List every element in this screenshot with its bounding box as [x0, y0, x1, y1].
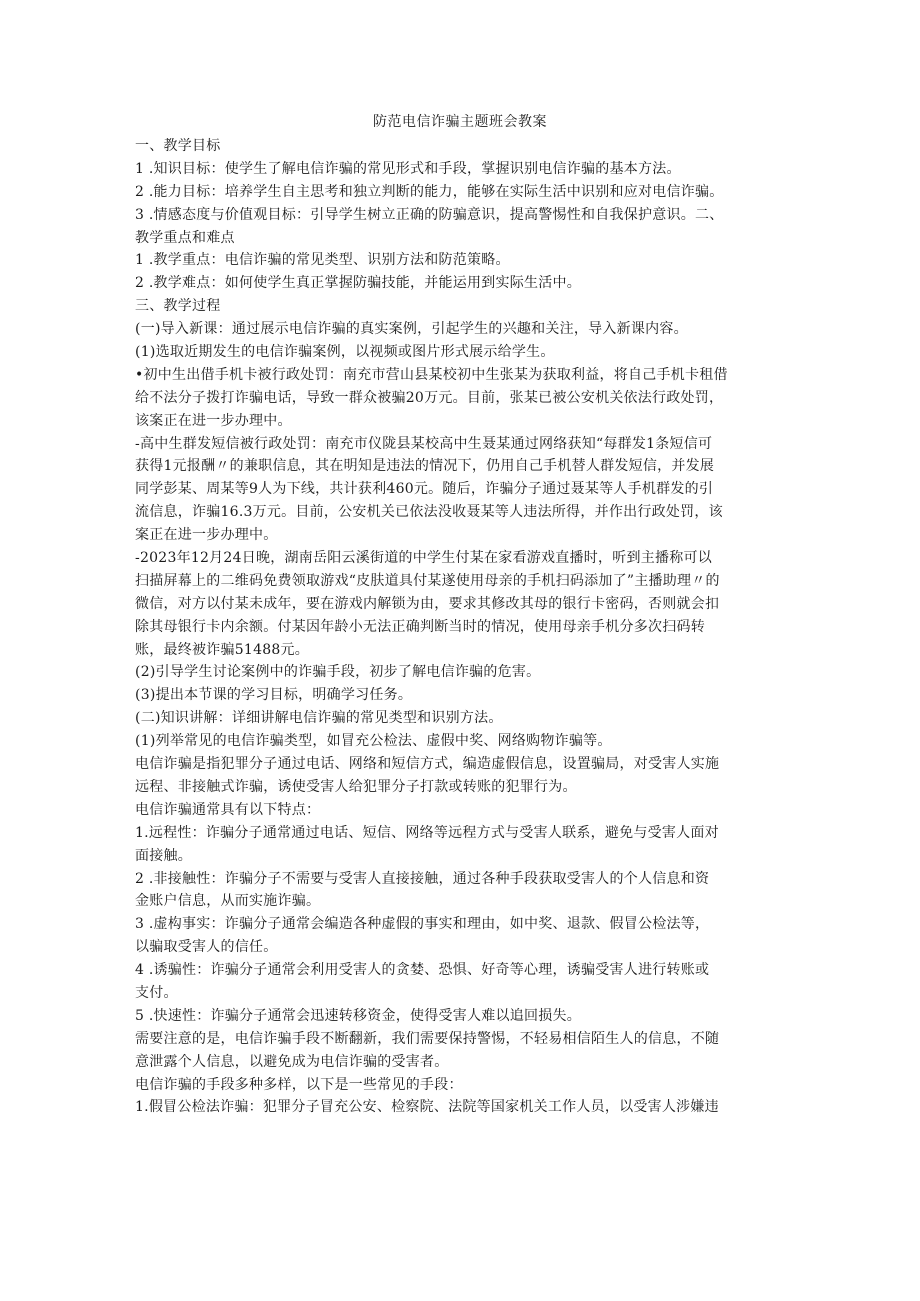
- text-line: 1.假冒公检法诈骗：犯罪分子冒充公安、检察院、法院等国家机关工作人员，以受害人涉嫌违: [135, 1099, 719, 1116]
- text-line: 给不法分子拨打诈骗电话，导致一群众被骗20万元。目前，张某已被公安机关依法行政处罚，: [135, 389, 724, 406]
- text-line: 案正在进一步办理中。: [135, 527, 278, 544]
- text-line: -2023年12月24日晚，湖南岳阳云溪街道的中学生付某在家看游戏直播时，听到主播称可以: [135, 550, 712, 567]
- text-line: 三、教学过程: [135, 298, 221, 315]
- text-line: (3)提出本节课的学习目标，明确学习任务。: [135, 687, 413, 704]
- text-line: (二)知识讲解：详细讲解电信诈骗的常见类型和识别方法。: [135, 710, 503, 727]
- text-line: 电信诈骗通常具有以下特点：: [135, 801, 321, 818]
- text-line: 教学重点和难点: [135, 229, 235, 246]
- text-line: 1 .知识目标：使学生了解电信诈骗的常见形式和手段，掌握识别电信诈骗的基本方法。: [135, 160, 681, 177]
- text-line: (一)导入新课：通过展示电信诈骗的真实案例，引起学生的兴趣和关注，导入新课内容。: [135, 321, 688, 338]
- text-line: 5 .快速性：诈骗分子通常会迅速转移资金，使得受害人难以追回损失。: [135, 1007, 582, 1024]
- text-line: 流信息，诈骗16.3万元。目前，公安机关已依法没收聂某等人违法所得，并作出行政处罚，该: [135, 504, 723, 521]
- text-line: 金账户信息，从而实施诈骗。: [135, 893, 321, 910]
- text-line: 支付。: [135, 984, 178, 1001]
- text-line: 电信诈骗是指犯罪分子通过电话、网络和短信方式，编造虚假信息，设置骗局，对受害人实施: [135, 756, 720, 773]
- text-line: 2 .非接触性：诈骗分子不需要与受害人直接接触，通过各种手段获取受害人的个人信息和资: [135, 870, 710, 887]
- text-line: 意泄露个人信息，以避免成为电信诈骗的受害者。: [135, 1053, 449, 1070]
- text-line: 远程、非接触式诈骗，诱使受害人给犯罪分子打款或转账的犯罪行为。: [135, 778, 577, 795]
- text-line: •初中生出借手机卡被行政处罚：南充市营山县某校初中生张某为获取利益，将自己手机卡租借: [135, 366, 728, 383]
- text-line: 2 .教学难点：如何使学生真正掌握防骗技能，并能运用到实际生活中。: [135, 275, 582, 292]
- document-body: [135, 135, 785, 1119]
- text-line: 除其母银行卡内余额。付某因年龄小无法正确判断当时的情况，使用母亲手机分多次扫码转: [135, 618, 705, 635]
- text-line: 同学彭某、周某等9人为下线，共计获利460元。随后，诈骗分子通过聂某等人手机群发的引: [135, 481, 714, 498]
- text-line: (1)列举常见的电信诈骗类型，如冒充公检法、虚假中奖、网络购物诈骗等。: [135, 733, 612, 750]
- text-line: 1 .教学重点：电信诈骗的常见类型、识别方法和防范策略。: [135, 252, 510, 269]
- text-line: 4 .诱骗性：诈骗分子通常会利用受害人的贪婪、恐惧、好奇等心理，诱骗受害人进行转账或: [135, 962, 710, 979]
- text-line: 扫描屏幕上的二维码免费领取游戏“皮肤道具付某遂使用母亲的手机扫码添加了”主播助理〃的: [135, 572, 720, 589]
- text-line: (2)引导学生讨论案例中的诈骗手段，初步了解电信诈骗的危害。: [135, 664, 541, 681]
- text-line: 2 .能力目标：培养学生自主思考和独立判断的能力，能够在实际生活中识别和应对电信诈骗。: [135, 183, 724, 200]
- text-line: 一、教学目标: [135, 138, 221, 154]
- text-line: 3 .虚构事实：诈骗分子通常会编造各种虚假的事实和理由，如中奖、退款、假冒公检法等，: [135, 916, 710, 933]
- text-line: -高中生群发短信被行政处罚：南充市仪陇县某校高中生聂某通过网络获知“每群发1条短信可: [135, 435, 713, 452]
- text-line: 1.远程性：诈骗分子通常通过电话、短信、网络等远程方式与受害人联系，避免与受害人面对: [135, 824, 719, 841]
- text-line: 面接触。: [135, 847, 192, 864]
- text-line: 微信，对方以付某未成年，要在游戏内解锁为由，要求其修改其母的银行卡密码，否则就会扣: [135, 595, 720, 612]
- text-line: 获得1元报酬〃的兼职信息，其在明知是违法的情况下，仍用自己手机替人群发短信，并发展: [135, 458, 715, 475]
- text-line: 账，最终被诈骗51488元。: [135, 641, 310, 658]
- text-line: 该案正在进一步办理中。: [135, 412, 292, 429]
- document-title: 防范电信诈骗主题班会教案: [373, 114, 547, 130]
- text-line: 3 .情感态度与价值观目标：引导学生树立正确的防骗意识，提高警惕性和自我保护意识。二、: [135, 206, 724, 223]
- text-line: 电信诈骗的手段多种多样，以下是一些常见的手段：: [135, 1076, 463, 1093]
- text-line: (1)选取近期发生的电信诈骗案例，以视频或图片形式展示给学生。: [135, 344, 555, 361]
- text-line: 以骗取受害人的信任。: [135, 939, 278, 956]
- text-line: 需要注意的是，电信诈骗手段不断翻新，我们需要保持警惕，不轻易相信陌生人的信息，不随: [135, 1030, 720, 1047]
